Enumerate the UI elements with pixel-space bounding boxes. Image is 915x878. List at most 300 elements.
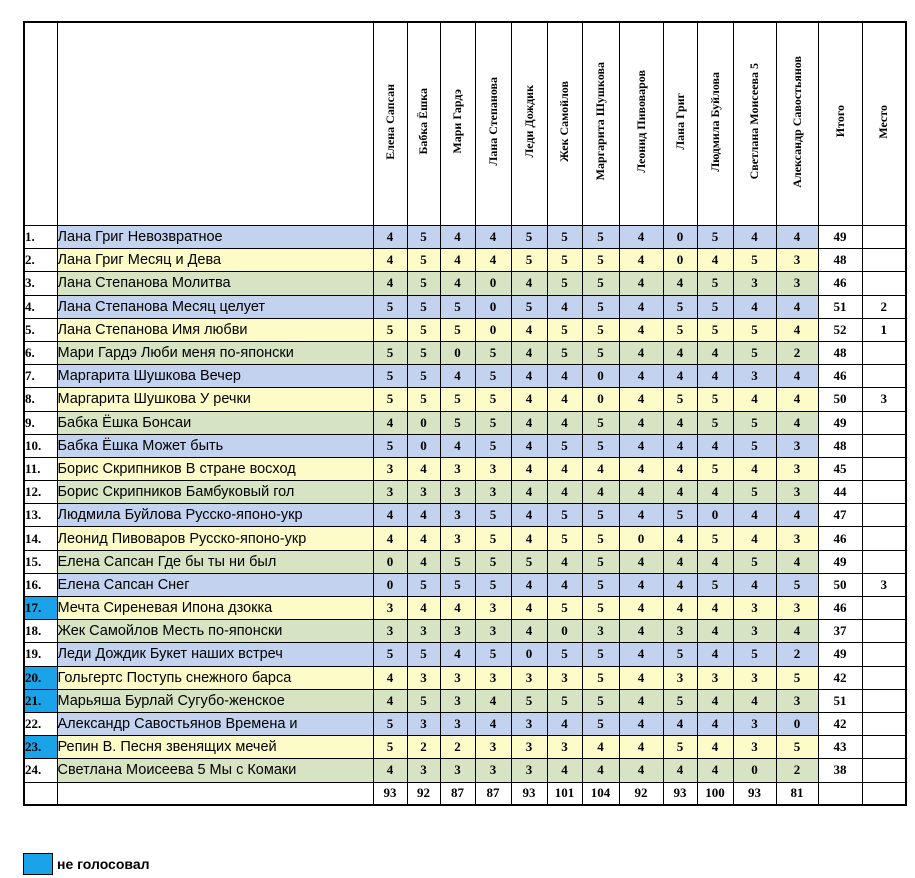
- judge-total-cell: 93: [373, 782, 407, 805]
- score-cell: 4: [475, 226, 511, 249]
- table-row: [24, 504, 906, 527]
- score-cell: 4: [619, 272, 663, 295]
- judge-total-cell: 81: [776, 782, 818, 805]
- table-row: [24, 457, 906, 480]
- score-cell: 5: [582, 249, 619, 272]
- score-cell: 5: [547, 527, 582, 550]
- score-cell: 3: [440, 666, 475, 689]
- score-cell: 3: [440, 527, 475, 550]
- score-cell: 0: [511, 643, 547, 666]
- row-place: [862, 597, 906, 620]
- score-cell: 4: [373, 411, 407, 434]
- row-total: 50: [818, 388, 862, 411]
- score-cell: 4: [440, 434, 475, 457]
- score-cell: 4: [440, 249, 475, 272]
- judge-header-10: [697, 22, 733, 226]
- score-cell: 3: [407, 759, 440, 782]
- table-row: [24, 550, 906, 573]
- judge-header-6: [547, 22, 582, 226]
- row-number: 24.: [24, 759, 57, 782]
- empty-cell: [818, 782, 862, 805]
- row-place: 2: [862, 295, 906, 318]
- score-cell: 5: [582, 527, 619, 550]
- score-cell: 5: [582, 712, 619, 735]
- score-cell: 3: [440, 481, 475, 504]
- score-cell: 5: [697, 226, 733, 249]
- score-cell: 4: [733, 689, 776, 712]
- score-cell: 5: [582, 318, 619, 341]
- entry-title: Людмила Буйлова Русско-японо-укр: [57, 504, 373, 527]
- row-number: 11.: [24, 457, 57, 480]
- row-total: 46: [818, 365, 862, 388]
- entry-title: Марьяша Бурлай Сугубо-женское: [57, 689, 373, 712]
- score-cell: 3: [511, 712, 547, 735]
- row-place: 1: [862, 318, 906, 341]
- score-cell: 4: [373, 666, 407, 689]
- score-cell: 4: [582, 481, 619, 504]
- score-cell: 4: [619, 365, 663, 388]
- score-cell: 4: [619, 689, 663, 712]
- entry-title: Леди Дождик Букет наших встреч: [57, 643, 373, 666]
- row-number: 4.: [24, 295, 57, 318]
- score-cell: 4: [511, 411, 547, 434]
- score-cell: 4: [619, 712, 663, 735]
- score-cell: 2: [776, 643, 818, 666]
- row-total: 47: [818, 504, 862, 527]
- score-cell: 5: [407, 365, 440, 388]
- score-cell: 3: [440, 689, 475, 712]
- score-cell: 5: [475, 573, 511, 596]
- score-cell: 4: [776, 504, 818, 527]
- judge-total-cell: 87: [440, 782, 475, 805]
- score-cell: 3: [733, 272, 776, 295]
- row-total: 42: [818, 666, 862, 689]
- score-cell: 3: [776, 481, 818, 504]
- table-row: [24, 249, 906, 272]
- score-cell: 3: [475, 666, 511, 689]
- judge-header-10-label: Людмила Буйлова: [707, 71, 722, 172]
- judge-total-cell: 93: [511, 782, 547, 805]
- judge-total-cell: 92: [407, 782, 440, 805]
- row-number: 21.: [24, 689, 57, 712]
- row-total: 45: [818, 457, 862, 480]
- legend: [23, 853, 150, 875]
- score-cell: 5: [582, 550, 619, 573]
- judge-header-4: [475, 22, 511, 226]
- score-cell: 5: [547, 504, 582, 527]
- entry-title: Александр Савостьянов Времена и: [57, 712, 373, 735]
- entry-title: Лана Степанова Имя любви: [57, 318, 373, 341]
- score-cell: 4: [619, 736, 663, 759]
- judge-totals-row: [24, 782, 906, 805]
- score-cell: 5: [697, 411, 733, 434]
- score-cell: 4: [619, 457, 663, 480]
- score-cell: 4: [663, 481, 697, 504]
- score-cell: 5: [407, 341, 440, 364]
- score-cell: 4: [619, 481, 663, 504]
- score-cell: 5: [663, 689, 697, 712]
- score-cell: 5: [511, 295, 547, 318]
- score-cell: 4: [663, 550, 697, 573]
- score-cell: 5: [440, 411, 475, 434]
- row-place: [862, 481, 906, 504]
- score-cell: 5: [511, 249, 547, 272]
- score-cell: 5: [373, 643, 407, 666]
- score-cell: 4: [619, 597, 663, 620]
- score-cell: 4: [619, 341, 663, 364]
- score-cell: 5: [697, 457, 733, 480]
- row-total: 49: [818, 411, 862, 434]
- score-cell: 4: [440, 365, 475, 388]
- score-cell: 5: [733, 481, 776, 504]
- judge-header-3-label: Мари Гардэ: [450, 89, 464, 154]
- score-cell: 3: [475, 736, 511, 759]
- legend-label: не голосовал: [57, 856, 150, 872]
- score-cell: 3: [373, 620, 407, 643]
- score-cell: 4: [619, 759, 663, 782]
- entry-title: Бабка Ёшка Бонсаи: [57, 411, 373, 434]
- score-cell: 4: [547, 481, 582, 504]
- score-cell: 3: [440, 759, 475, 782]
- score-cell: 0: [407, 411, 440, 434]
- score-cell: 4: [619, 411, 663, 434]
- empty-cell: [24, 782, 57, 805]
- row-total: 51: [818, 295, 862, 318]
- score-cell: 4: [733, 573, 776, 596]
- score-cell: 5: [475, 411, 511, 434]
- score-cell: 5: [475, 434, 511, 457]
- score-cell: 5: [440, 295, 475, 318]
- row-place: [862, 643, 906, 666]
- not-voted-swatch: [23, 853, 53, 875]
- score-cell: 3: [475, 620, 511, 643]
- score-cell: 0: [733, 759, 776, 782]
- score-cell: 0: [663, 226, 697, 249]
- score-cell: 5: [733, 434, 776, 457]
- row-number: 12.: [24, 481, 57, 504]
- score-cell: 5: [663, 388, 697, 411]
- row-total: 46: [818, 597, 862, 620]
- score-cell: 4: [663, 712, 697, 735]
- row-total: 43: [818, 736, 862, 759]
- score-cell: 5: [373, 434, 407, 457]
- score-cell: 4: [697, 365, 733, 388]
- judge-header-8: [619, 22, 663, 226]
- score-cell: 5: [582, 643, 619, 666]
- score-cell: 4: [619, 643, 663, 666]
- judge-header-4-label: Лана Степанова: [485, 77, 500, 166]
- score-cell: 5: [663, 295, 697, 318]
- table-row: [24, 712, 906, 735]
- score-cell: 5: [407, 573, 440, 596]
- score-cell: 4: [511, 573, 547, 596]
- title-header: [57, 22, 373, 226]
- score-cell: 3: [511, 736, 547, 759]
- score-cell: 5: [407, 643, 440, 666]
- row-place: [862, 736, 906, 759]
- row-total: 51: [818, 689, 862, 712]
- score-cell: 4: [776, 295, 818, 318]
- score-cell: 0: [697, 504, 733, 527]
- score-cell: 4: [511, 620, 547, 643]
- score-cell: 3: [475, 597, 511, 620]
- total-header-label: Итого: [832, 105, 847, 138]
- empty-cell: [57, 782, 373, 805]
- score-cell: 3: [407, 666, 440, 689]
- entry-title: Лана Григ Месяц и Дева: [57, 249, 373, 272]
- score-cell: 4: [619, 318, 663, 341]
- score-cell: 5: [697, 388, 733, 411]
- entry-title: Лана Степанова Месяц целует: [57, 295, 373, 318]
- judge-total-cell: 92: [619, 782, 663, 805]
- row-number: 23.: [24, 736, 57, 759]
- score-cell: 3: [440, 712, 475, 735]
- score-cell: 4: [733, 226, 776, 249]
- score-cell: 5: [582, 341, 619, 364]
- score-cell: 2: [407, 736, 440, 759]
- score-cell: 5: [373, 388, 407, 411]
- row-place: [862, 550, 906, 573]
- row-number: 18.: [24, 620, 57, 643]
- score-cell: 4: [663, 365, 697, 388]
- table-row: [24, 643, 906, 666]
- score-cell: 4: [619, 249, 663, 272]
- table-row: [24, 666, 906, 689]
- score-cell: 5: [440, 318, 475, 341]
- score-cell: 5: [697, 272, 733, 295]
- score-cell: 4: [733, 504, 776, 527]
- table-row: [24, 527, 906, 550]
- score-cell: 5: [697, 527, 733, 550]
- score-cell: 5: [582, 226, 619, 249]
- score-cell: 4: [776, 226, 818, 249]
- score-cell: 5: [663, 504, 697, 527]
- score-cell: 5: [547, 434, 582, 457]
- row-place: [862, 457, 906, 480]
- score-cell: 3: [547, 666, 582, 689]
- row-place: [862, 272, 906, 295]
- score-cell: 4: [407, 457, 440, 480]
- score-cell: 4: [511, 527, 547, 550]
- score-cell: 4: [697, 620, 733, 643]
- score-cell: 5: [407, 388, 440, 411]
- score-cell: 5: [475, 365, 511, 388]
- score-cell: 4: [697, 249, 733, 272]
- row-total: 48: [818, 341, 862, 364]
- row-number: 5.: [24, 318, 57, 341]
- score-cell: 5: [697, 318, 733, 341]
- score-cell: 4: [582, 759, 619, 782]
- score-cell: 5: [582, 411, 619, 434]
- score-cell: 4: [619, 504, 663, 527]
- entry-title: Маргарита Шушкова У речки: [57, 388, 373, 411]
- entry-title: Лана Степанова Молитва: [57, 272, 373, 295]
- score-cell: 5: [373, 295, 407, 318]
- row-total: 49: [818, 643, 862, 666]
- score-cell: 4: [373, 249, 407, 272]
- score-cell: 4: [697, 689, 733, 712]
- score-cell: 4: [511, 481, 547, 504]
- row-number: 17.: [24, 597, 57, 620]
- row-number: 6.: [24, 341, 57, 364]
- score-cell: 3: [733, 620, 776, 643]
- score-cell: 4: [373, 504, 407, 527]
- score-cell: 5: [776, 666, 818, 689]
- score-cell: 5: [440, 550, 475, 573]
- row-place: 3: [862, 388, 906, 411]
- row-total: 42: [818, 712, 862, 735]
- row-place: [862, 249, 906, 272]
- entry-title: Елена Сапсан Снег: [57, 573, 373, 596]
- score-cell: 4: [776, 411, 818, 434]
- judge-header-9-label: Лана Григ: [672, 93, 687, 150]
- score-cell: 4: [440, 226, 475, 249]
- score-cell: 5: [475, 527, 511, 550]
- row-number: 19.: [24, 643, 57, 666]
- judge-total-cell: 93: [663, 782, 697, 805]
- row-total: 50: [818, 573, 862, 596]
- score-cell: 5: [475, 388, 511, 411]
- score-cell: 5: [547, 226, 582, 249]
- judge-header-7: [582, 22, 619, 226]
- score-cell: 4: [663, 434, 697, 457]
- score-cell: 4: [697, 434, 733, 457]
- entry-title: Мари Гардэ Люби меня по-японски: [57, 341, 373, 364]
- score-cell: 3: [776, 597, 818, 620]
- score-cell: 5: [407, 689, 440, 712]
- row-number: 13.: [24, 504, 57, 527]
- score-cell: 3: [373, 597, 407, 620]
- table-row: [24, 226, 906, 249]
- score-cell: 4: [373, 272, 407, 295]
- judge-header-3: [440, 22, 475, 226]
- score-cell: 3: [663, 620, 697, 643]
- score-cell: 3: [511, 666, 547, 689]
- score-cell: 4: [407, 527, 440, 550]
- row-place: [862, 759, 906, 782]
- score-cell: 3: [440, 504, 475, 527]
- score-cell: 0: [582, 388, 619, 411]
- score-cell: 0: [547, 620, 582, 643]
- score-cell: 5: [440, 573, 475, 596]
- row-place: [862, 411, 906, 434]
- score-cell: 4: [663, 411, 697, 434]
- judge-header-5-label: Леди Дождик: [521, 85, 536, 158]
- judge-header-9: [663, 22, 697, 226]
- row-number: 16.: [24, 573, 57, 596]
- score-cell: 3: [776, 434, 818, 457]
- entry-title: Лана Григ Невозвратное: [57, 226, 373, 249]
- score-cell: 0: [776, 712, 818, 735]
- score-cell: 3: [663, 666, 697, 689]
- score-cell: 0: [373, 550, 407, 573]
- number-header: [24, 22, 57, 226]
- score-cell: 5: [511, 689, 547, 712]
- judge-header-2: [407, 22, 440, 226]
- row-place: [862, 689, 906, 712]
- score-cell: 5: [440, 388, 475, 411]
- score-cell: 3: [733, 736, 776, 759]
- score-cell: 0: [475, 295, 511, 318]
- score-cell: 4: [547, 411, 582, 434]
- score-cell: 4: [663, 272, 697, 295]
- score-cell: 5: [582, 597, 619, 620]
- table-row: [24, 573, 906, 596]
- judge-total-cell: 101: [547, 782, 582, 805]
- entry-title: Репин В. Песня звенящих мечей: [57, 736, 373, 759]
- score-cell: 4: [619, 434, 663, 457]
- score-cell: 3: [407, 620, 440, 643]
- score-cell: 4: [663, 457, 697, 480]
- table-row: [24, 620, 906, 643]
- entry-title: Маргарита Шушкова Вечер: [57, 365, 373, 388]
- score-cell: 5: [697, 573, 733, 596]
- score-cell: 4: [407, 597, 440, 620]
- score-cell: 4: [373, 759, 407, 782]
- score-cell: 4: [697, 736, 733, 759]
- row-place: [862, 620, 906, 643]
- score-cell: 5: [663, 318, 697, 341]
- score-cell: 3: [776, 527, 818, 550]
- row-place: [862, 712, 906, 735]
- score-cell: 5: [663, 643, 697, 666]
- score-cell: 5: [547, 341, 582, 364]
- score-cell: 5: [776, 736, 818, 759]
- score-cell: 3: [733, 597, 776, 620]
- score-cell: 4: [776, 365, 818, 388]
- score-cell: 5: [733, 318, 776, 341]
- score-cell: 2: [776, 759, 818, 782]
- score-cell: 4: [776, 620, 818, 643]
- row-number: 3.: [24, 272, 57, 295]
- score-cell: 0: [475, 318, 511, 341]
- score-cell: 5: [373, 736, 407, 759]
- score-cell: 5: [582, 272, 619, 295]
- score-cell: 3: [733, 666, 776, 689]
- score-cell: 4: [547, 759, 582, 782]
- score-cell: 5: [663, 736, 697, 759]
- score-cell: 4: [663, 527, 697, 550]
- table-row: [24, 295, 906, 318]
- table-row: [24, 388, 906, 411]
- score-cell: 5: [547, 597, 582, 620]
- score-cell: 5: [547, 249, 582, 272]
- score-cell: 4: [547, 295, 582, 318]
- score-cell: 4: [511, 341, 547, 364]
- row-number: 20.: [24, 666, 57, 689]
- judge-header-11: [733, 22, 776, 226]
- entry-title: Мечта Сиреневая Ипона дзокка: [57, 597, 373, 620]
- score-cell: 4: [407, 504, 440, 527]
- score-cell: 4: [373, 226, 407, 249]
- judge-header-6-label: Жек Самойлов: [557, 80, 571, 162]
- score-cell: 4: [663, 759, 697, 782]
- score-cell: 5: [582, 573, 619, 596]
- judge-header-2-label: Бабка Ёшка: [416, 88, 430, 155]
- score-cell: 2: [440, 736, 475, 759]
- score-cell: 4: [511, 504, 547, 527]
- judge-header-12: [776, 22, 818, 226]
- voting-results-table: [23, 21, 907, 806]
- row-number: 1.: [24, 226, 57, 249]
- table-row: [24, 759, 906, 782]
- score-cell: 5: [475, 341, 511, 364]
- score-cell: 5: [475, 550, 511, 573]
- place-header-label: Место: [876, 104, 891, 139]
- entry-title: Борис Скрипников Бамбуковый гол: [57, 481, 373, 504]
- row-number: 10.: [24, 434, 57, 457]
- score-cell: 4: [440, 643, 475, 666]
